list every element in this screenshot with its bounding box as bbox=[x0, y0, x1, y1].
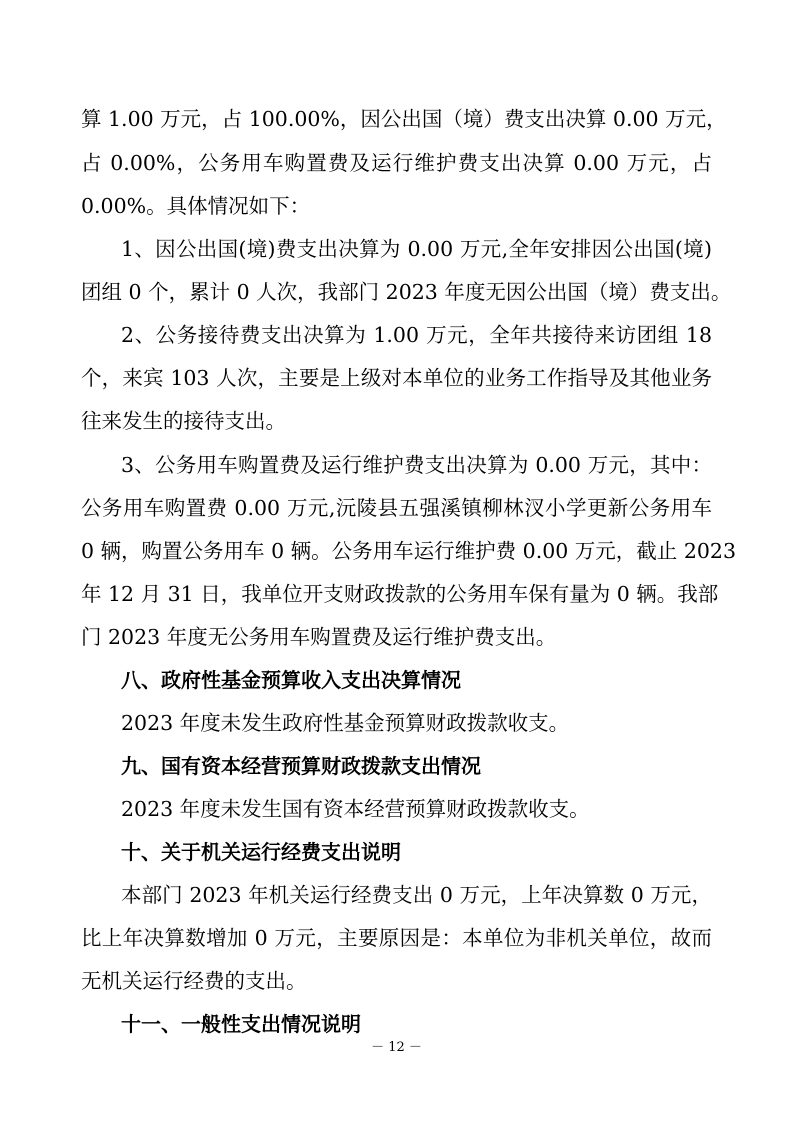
paragraph-line: 个，来宾 103 人次，主要是上级对本单位的业务工作指导及其他业务 bbox=[81, 366, 712, 390]
section-heading-10: 十、关于机关运行经费支出说明 bbox=[121, 840, 401, 864]
section-heading-9: 九、国有资本经营预算财政拨款支出情况 bbox=[121, 754, 481, 778]
paragraph-line: 占 0.00%，公务用车购置费及运行维护费支出决算 0.00 万元，占 bbox=[81, 151, 712, 175]
paragraph-line: 无机关运行经费的支出。 bbox=[81, 969, 307, 993]
paragraph-line: 本部门 2023 年机关运行经费支出 0 万元，上年决算数 0 万元， bbox=[121, 883, 712, 907]
section-heading-8: 八、政府性基金预算收入支出决算情况 bbox=[121, 668, 461, 692]
paragraph-line: 0 辆，购置公务用车 0 辆。公务用车运行维护费 0.00 万元，截止 2023 bbox=[81, 539, 736, 563]
section-heading-11: 十一、一般性支出情况说明 bbox=[121, 1012, 361, 1036]
paragraph-line: 往来发生的接待支出。 bbox=[81, 409, 286, 433]
paragraph-line: 2023 年度未发生政府性基金预算财政拨款收支。 bbox=[121, 711, 570, 735]
paragraph-line: 0.00%。具体情况如下： bbox=[81, 194, 311, 218]
paragraph-line: 1、因公出国(境)费支出决算为 0.00 万元,全年安排因公出国(境) bbox=[121, 237, 712, 261]
paragraph-line: 3、公务用车购置费及运行维护费支出决算为 0.00 万元，其中： bbox=[121, 453, 712, 477]
paragraph-line: 比上年决算数增加 0 万元，主要原因是：本单位为非机关单位，故而 bbox=[81, 926, 712, 950]
paragraph-line: 团组 0 个，累计 0 人次，我部门 2023 年度无因公出国（境）费支出。 bbox=[81, 280, 732, 304]
paragraph-line: 公务用车购置费 0.00 万元,沅陵县五强溪镇柳林汊小学更新公务用车 bbox=[81, 496, 712, 520]
paragraph-line: 2023 年度未发生国有资本经营预算财政拨款收支。 bbox=[121, 797, 590, 821]
paragraph-line: 2、公务接待费支出决算为 1.00 万元，全年共接待来访团组 18 bbox=[121, 323, 712, 347]
paragraph-line: 年 12 月 31 日，我单位开支财政拨款的公务用车保有量为 0 辆。我部 bbox=[81, 582, 719, 606]
paragraph-line: 算 1.00 万元，占 100.00%，因公出国（境）费支出决算 0.00 万元， bbox=[81, 107, 727, 131]
page-number: － 12 － bbox=[371, 1040, 422, 1055]
paragraph-line: 门 2023 年度无公务用车购置费及运行维护费支出。 bbox=[81, 625, 557, 649]
